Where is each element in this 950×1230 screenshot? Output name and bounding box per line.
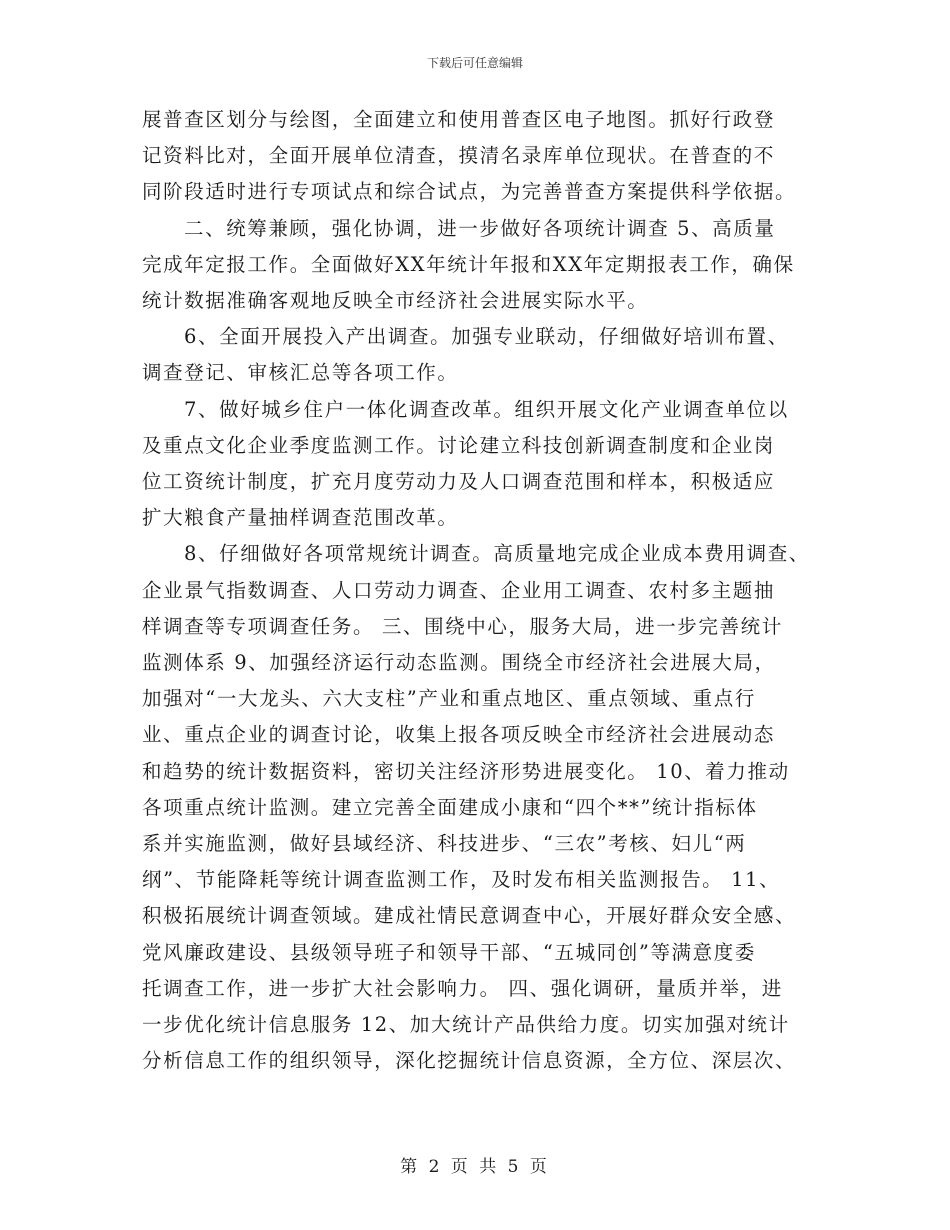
- paragraph-line: 分析信息工作的组织领导，深化挖掘统计信息资源，全方位、深层次、: [142, 1049, 797, 1073]
- paragraph-line: 各项重点统计监测。建立完善全面建成小康和“四个**”统计指标体: [142, 795, 758, 819]
- paragraph-line: 加强对“一大龙头、六大支柱”产业和重点地区、重点领域、重点行: [142, 687, 756, 711]
- paragraph-line: 积极拓展统计调查领域。建成社情民意调查中心，开展好群众安全感、: [142, 904, 797, 928]
- page-footer: 第 2 页 共 5 页: [400, 1157, 550, 1177]
- paragraph-line: 展普查区划分与绘图，全面建立和使用普查区电子地图。抓好行政登: [142, 108, 776, 131]
- paragraph-line: 二、统筹兼顾，强化协调，进一步做好各项统计调查 5、高质量: [184, 216, 776, 240]
- paragraph-line: 纲”、节能降耗等统计调查监测工作，及时发布相关监测报告。 11、: [142, 868, 781, 892]
- paragraph-line: 一步优化统计信息服务 12、加大统计产品供给力度。切实加强对统计: [142, 1013, 790, 1037]
- paragraph-line: 位工资统计制度，扩充月度劳动力及人口调查范围和样本，积极适应: [142, 470, 776, 494]
- paragraph-line: 统计数据准确客观地反映全市经济社会进展实际水平。: [142, 289, 649, 313]
- body-text: [142, 102, 822, 1079]
- paragraph-line: 企业景气指数调查、人口劳动力调查、企业用工调查、农村多主题抽: [142, 578, 776, 602]
- paragraph-line: 调查登记、审核汇总等各项工作。: [142, 361, 459, 385]
- paragraph-line: 6、全面开展投入产出调查。加强专业联动，仔细做好培训布置、: [184, 325, 789, 349]
- paragraph-line: 托调查工作，进一步扩大社会影响力。 四、强化调研，量质并举，进: [142, 976, 783, 1000]
- paragraph-line: 系并实施监测，做好县域经济、科技进步、“三农”考核、妇儿“两: [142, 832, 747, 856]
- paragraph-line: 及重点文化企业季度监测工作。讨论建立科技创新调查制度和企业岗: [142, 433, 776, 457]
- paragraph-line: 业、重点企业的调查讨论，收集上报各项反映全市经济社会进展动态: [142, 723, 776, 747]
- paragraph-line: 党风廉政建设、县级领导班子和领导干部、“五城同创”等满意度委: [142, 940, 756, 964]
- paragraph-line: 8、仔细做好各项常规统计调查。高质量地完成企业成本费用调查、: [184, 542, 810, 566]
- paragraph-line: 扩大粮食产量抽样调查范围改革。: [142, 506, 459, 530]
- paragraph-line: 完成年定报工作。全面做好XX年统计年报和XX年定期报表工作，确保: [142, 252, 795, 276]
- paragraph-line: 样调查等专项调查任务。 三、围绕中心，服务大局，进一步完善统计: [142, 614, 783, 638]
- paragraph-line: 和趋势的统计数据资料，密切关注经济形势进展变化。 10、着力推动: [142, 759, 790, 783]
- paragraph-line: 记资料比对，全面开展单位清查，摸清名录库单位现状。在普查的不: [142, 144, 776, 168]
- paragraph-line: 监测体系 9、加强经济运行动态监测。围绕全市经济社会进展大局，: [142, 651, 776, 675]
- paragraph-line: 7、做好城乡住户一体化调查改革。组织开展文化产业调查单位以: [184, 397, 789, 421]
- paragraph-line: 同阶段适时进行专项试点和综合试点，为完善普查方案提供科学依据。: [142, 180, 797, 204]
- page-header: 下载后可任意编辑: [426, 56, 523, 70]
